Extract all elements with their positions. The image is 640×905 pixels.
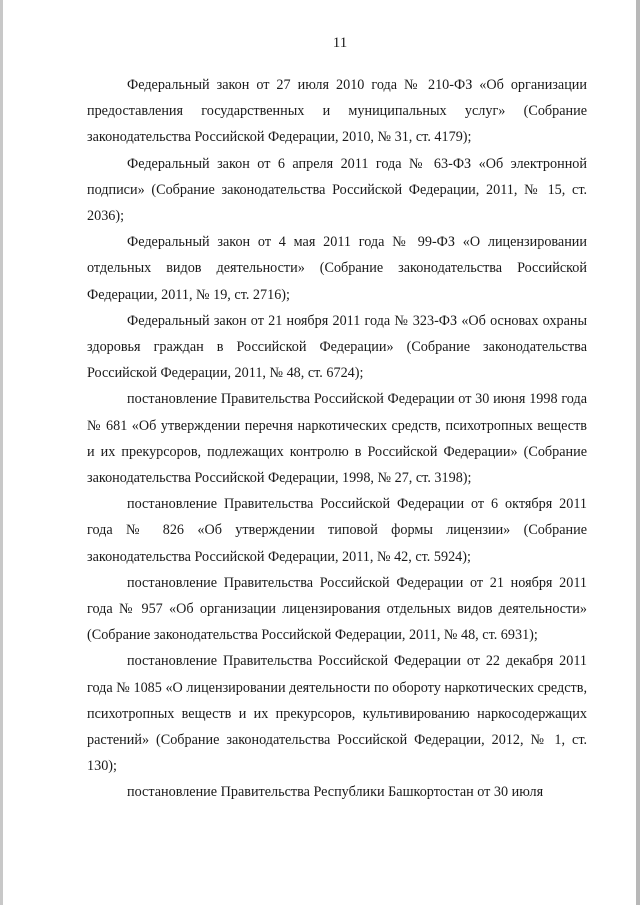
paragraph: Федеральный закон от 21 ноября 2011 года № 323-ФЗ «Об основах охраны здоровья граждан в Российской Федерации» (Собрание законодательства Российской Федерации, 2011, № 48, ст. 6724);: [87, 312, 587, 382]
scan-edge-left: [0, 0, 3, 905]
scan-edge-right: [636, 0, 640, 905]
paragraph: Федеральный закон от 4 мая 2011 года № 99-ФЗ «О лицензировании отдельных видов деятельности» (Собрание законодательства Российской Федерации, 2011, № 19, ст. 2716);: [87, 234, 587, 303]
paragraph: Федеральный закон от 27 июля 2010 года № 210-ФЗ «Об организации предоставления государственных и муниципальных услуг» (Собрание законодательства Российской Федерации, 2010, № 31, ст. 4179);: [87, 77, 587, 146]
paragraph: постановление Правительства Республики Башкортостан от 30 июля: [127, 784, 544, 801]
paragraph: постановление Правительства Российской Федерации от 6 октября 2011 года № 826 «Об утверждении типовой формы лицензии» (Собрание законодательства Российской Федерации, 2011, № 42, ст. 5924);: [87, 496, 587, 565]
page-number: 11: [332, 35, 348, 51]
paragraph: Федеральный закон от 6 апреля 2011 года № 63-ФЗ «Об электронной подписи» (Собрание законодательства Российской Федерации, 2011, № 15, ст. 2036);: [87, 155, 587, 225]
paragraph: постановление Правительства Российской Федерации от 30 июня 1998 года № 681 «Об утверждении перечня наркотических средств, психотропных веществ и их прекурсоров, подлежащих контролю в Российской Федерации» (Собрание законодательства Российской Федерации, 1998, № 27, ст. 3198);: [87, 391, 587, 487]
paragraph: постановление Правительства Российской Федерации от 21 ноября 2011 года № 957 «Об организации лицензирования отдельных видов деятельности» (Собрание законодательства Российской Федерации, 2011, № 48, ст. 6931);: [87, 574, 587, 644]
document-body: [87, 72, 587, 806]
paragraph: постановление Правительства Российской Федерации от 22 декабря 2011 года № 1085 «О лицензировании деятельности по обороту наркотических средств, психотропных веществ и их прекурсоров, культивированию наркосодержащих растений» (Собрание законодательства Российской Федерации, 2012, № 1, ст. 130);: [87, 653, 587, 775]
